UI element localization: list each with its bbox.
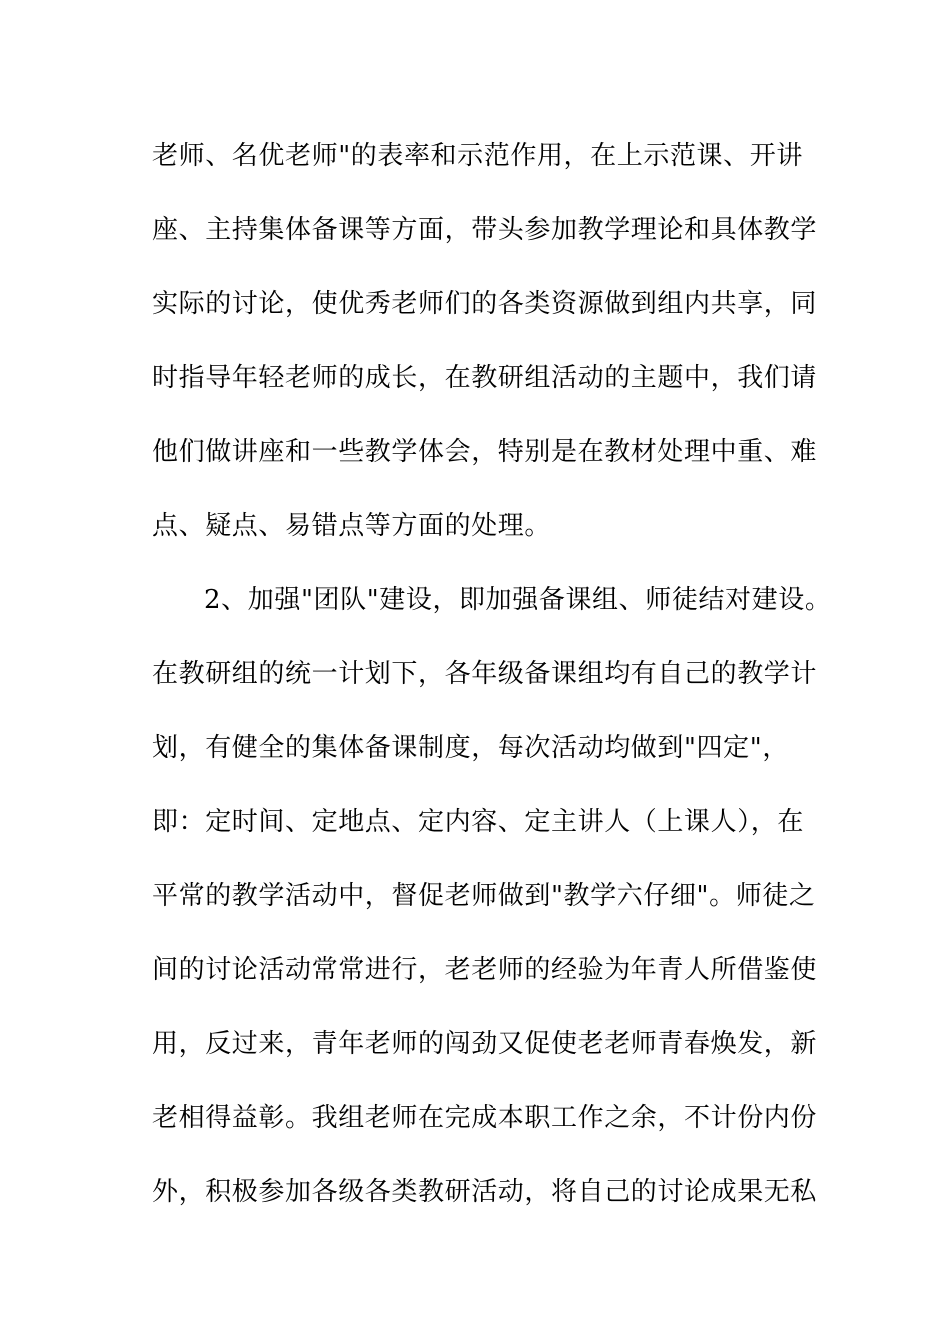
paragraph-line: 外，积极参加各级各类教研活动，将自己的讨论成果无私 [152,1177,818,1207]
paragraph-line: 用，反过来，青年老师的闯劲又促使老老师青春焕发，新 [152,1029,818,1059]
paragraph-line: 即：定时间、定地点、定内容、定主讲人（上课人），在 [152,807,805,837]
paragraph-line: 座、主持集体备课等方面，带头参加教学理论和具体教学 [152,215,818,245]
paragraph-line: 实际的讨论，使优秀老师们的各类资源做到组内共享，同 [152,289,818,319]
paragraph-line: 2、加强"团队"建设，即加强备课组、师徒结对建设。 [204,585,832,615]
paragraph-line: 间的讨论活动常常进行，老老师的经验为年青人所借鉴使 [152,955,818,985]
paragraph-line: 老相得益彰。我组老师在完成本职工作之余，不计份内份 [152,1103,818,1133]
paragraph-line: 他们做讲座和一些教学体会，特别是在教材处理中重、难 [152,437,818,467]
paragraph-line: 时指导年轻老师的成长，在教研组活动的主题中，我们请 [152,363,818,393]
paragraph-line: 划，有健全的集体备课制度，每次活动均做到"四定"， [152,733,789,763]
paragraph-line: 平常的教学活动中，督促老师做到"教学六仔细"。师徒之 [152,881,816,911]
paragraph-line: 老师、名优老师"的表率和示范作用，在上示范课、开讲 [152,141,803,171]
paragraph-line: 点、疑点、易错点等方面的处理。 [152,511,552,541]
paragraph-line: 在教研组的统一计划下，各年级备课组均有自己的教学计 [152,659,818,689]
